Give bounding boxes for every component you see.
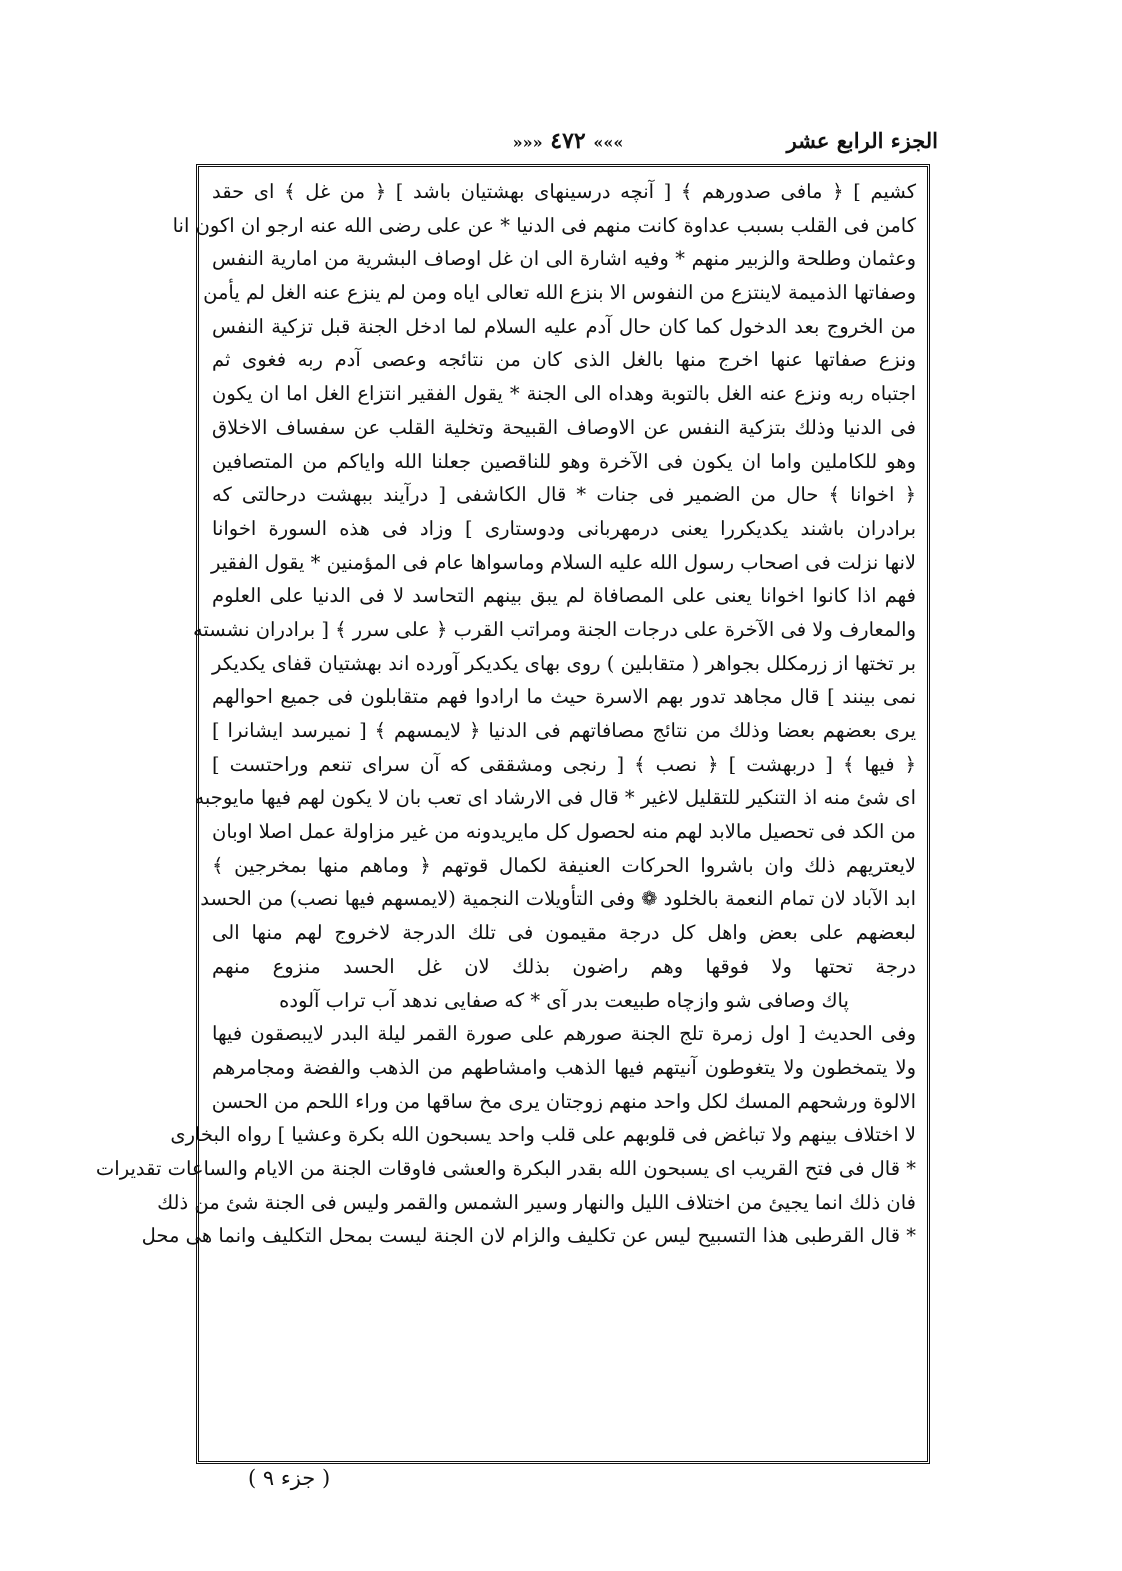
signature-mark: ( جزء ٩ )	[248, 1466, 331, 1490]
main-text-block	[95, 175, 916, 1457]
text-line-24: درجة تحتها ولا فوقها وهم راضون بذلك لان غل الحسد منزوع منهم	[212, 954, 916, 978]
text-line-5: من الخروج بعد الدخول كما كان حال آدم عليه السلام لما ادخل الجنة قبل تزكية النفس	[212, 314, 916, 338]
text-line-30: * قال فى فتح القريب اى يسبحون الله بقدر البكرة والعشى فاوقات الجنة من الايام والساعات تقديرات	[95, 1156, 916, 1180]
text-line-18: ﴿ فيها ﴾ [ دربهشت ] ﴿ نصب ﴾ [ رنجى ومشققى كه آن سراى تنعم وراحتست ]	[212, 752, 916, 776]
text-line-4: وصفاتها الذميمة لاينتزع من النفوس الا بنزع الله تعالى اياه ومن لم ينزع عنه الغل لم يأمن	[203, 281, 916, 305]
text-line-3: وعثمان وطلحة والزبير منهم * وفيه اشارة الى ان غل اوصاف البشرية من امارية النفس	[212, 247, 916, 271]
text-line-12: لانها نزلت فى اصحاب رسول الله عليه السلام وماسواها عام فى المؤمنين * يقول الفقير	[211, 550, 916, 574]
running-head: الجزء الرابع عشر	[786, 128, 938, 153]
text-line-28: الالوة ورشحهم المسك لكل واحد منهم زوجتان يرى مخ ساقها من وراء اللحم من الحسن	[211, 1089, 916, 1113]
text-line-22: ابد الآباد لان تمام النعمة بالخلود ❁ وفى التأويلات النجمية (لايمسهم فيها نصب) من الحسد	[200, 887, 916, 911]
ornament-right: »»»	[593, 133, 624, 152]
text-line-8: فى الدنيا وذلك بتزكية النفس عن الاوصاف القبيحة وتخلية القلب عن سفساف الاخلاق	[212, 415, 916, 439]
text-line-27: ولا يتمخطون ولا يتغوطون آنيتهم فيها الذهب وامشاطهم من الذهب والفضة ومجامرهم	[212, 1055, 916, 1079]
text-line-2: كامن فى القلب بسبب عداوة كانت منهم فى الدنيا * عن على رضى الله عنه ارجو ان اكون انا	[172, 213, 916, 237]
text-line-19: اى شئ منه اذ التنكير للتقليل لاغير * قال فى الارشاد اى تعب بان لا يكون لهم فيها مايوجبه	[194, 786, 916, 810]
page-number: ٤٧٢	[550, 128, 586, 154]
text-line-1: كشيم ] ﴿ مافى صدورهم ﴾ [ آنچه درسينهاى بهشتيان باشد ] ﴿ من غل ﴾ اى حقد	[212, 180, 916, 203]
text-line-15: بر تختها از زرمكلل بجواهر ( متقابلين ) روى بهاى يكديكر آورده اند بهشتيان قفاى يكديكر	[212, 651, 916, 675]
text-line-29: لا اختلاف بينهم ولا تباغض فى قلوبهم على قلب واحد يسبحون الله بكرة وعشيا ] رواه البخارى	[170, 1123, 916, 1147]
text-line-21: لايعتريهم ذلك وان باشروا الحركات العنيفة لكمال قوتهم ﴿ وماهم منها بمخرجين ﴾	[212, 853, 916, 877]
text-line-23: لبعضهم على بعض واهل كل درجة مقيمون فى تلك الدرجة لاخروج لهم منها الى	[212, 921, 916, 945]
text-line-9: وهو للكاملين واما ان يكون فى الآخرة وهو للناقصين جعلنا الله واياكم من المتصافين	[212, 449, 916, 473]
text-line-10: ﴿ اخوانا ﴾ حال من الضمير فى جنات * قال الكاشفى [ درآيند ببهشت درحالتى كه	[212, 483, 916, 507]
text-line-13: فهم اذا كانوا اخوانا يعنى على المصافاة لم يبق بينهم التحاسد لا فى الدنيا على العلوم	[212, 584, 916, 608]
text-line-17: يرى بعضهم بعضا وذلك من نتائج مصافاتهم فى الدنيا ﴿ لايمسهم ﴾ [ نميرسد ايشانرا ]	[212, 719, 916, 742]
text-line-26: وفى الحديث [ اول زمرة تلج الجنة صورهم على صورة القمر ليلة البدر لايبصقون فيها	[212, 1022, 916, 1046]
verse-line: پاك وصافى شو وازچاه طبيعت بدر آى * كه صفايى ندهد آب تراب آلوده	[279, 988, 849, 1012]
page-header	[198, 128, 938, 164]
ornament-left: «««	[512, 133, 543, 152]
text-line-32: * قال القرطبى هذا التسبيح ليس عن تكليف والزام لان الجنة ليست بمحل التكليف وانما هى محل	[141, 1224, 916, 1248]
text-line-16: نمى بينند ] قال مجاهد تدور بهم الاسرة حيث ما ارادوا فهم متقابلون فى جميع احوالهم	[212, 685, 916, 709]
page-number-group	[513, 128, 624, 154]
text-line-14: والمعارف ولا فى الآخرة على درجات الجنة ومراتب القرب ﴿ على سرر ﴾ [ برادران نشسته	[192, 617, 916, 641]
text-line-6: ونزع صفاتها عنها اخرج منها بالغل الذى كان من نتائجه وعصى آدم ربه فغوى ثم	[212, 348, 916, 372]
text-line-7: اجتباه ربه ونزع عنه الغل بالتوبة وهداه الى الجنة * يقول الفقير انتزاع الغل اما ان يكون	[212, 382, 916, 406]
text-line-11: برادران باشند يكديكررا يعنى درمهربانى ودوستارى ] وزاد فى هذه السورة اخوانا	[212, 516, 916, 540]
text-line-31: فان ذلك انما يجيئ من اختلاف الليل والنهار وسير الشمس والقمر وليس فى الجنة شئ من ذلك	[157, 1190, 916, 1214]
text-line-20: من الكد فى تحصيل مالابد لهم منه لحصول كل مايريدونه من غير مزاولة عمل اصلا اوبان	[212, 820, 916, 844]
